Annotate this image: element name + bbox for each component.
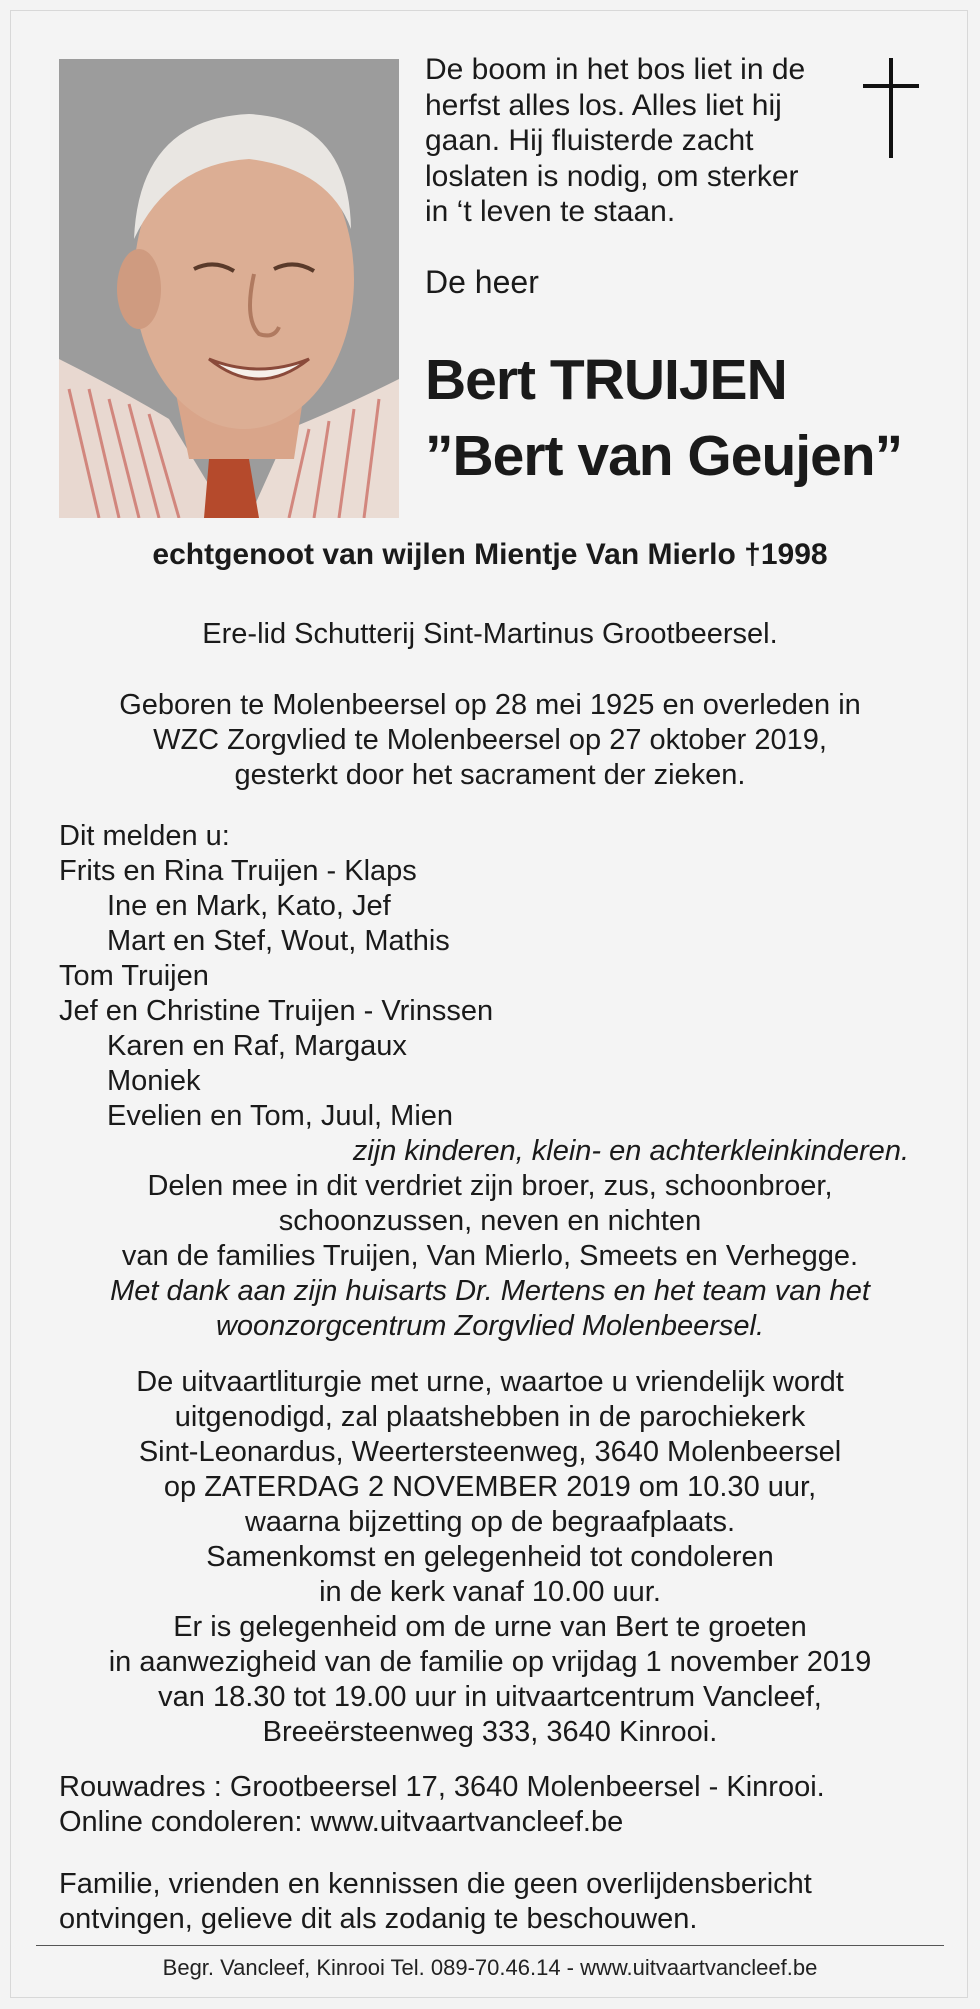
honor-text: Ere-lid Schutterij Sint-Martinus Grootbeersel. (202, 618, 778, 650)
family-member: Moniek (107, 1065, 201, 1097)
service-block (0, 1365, 980, 1750)
birth-line: gesterkt door het sacrament der zieken. (234, 759, 746, 791)
poem-line: loslaten is nodig, om sterker (425, 159, 799, 193)
cross-icon (863, 58, 919, 163)
address-block (59, 1770, 825, 1840)
poem-line: herfst alles los. Alles liet hij (425, 88, 782, 122)
honorific: De heer (425, 264, 539, 300)
portrait-photo (59, 59, 399, 518)
footer-divider (36, 1945, 944, 1946)
poem-line: in ‘t leven te staan. (425, 195, 676, 228)
notice-block (59, 1867, 812, 1937)
mourners-line: van de families Truijen, Van Mierlo, Smeets en Verhegge. (121, 1240, 859, 1272)
poem-line: gaan. Hij fluisterde zacht (425, 124, 754, 157)
thanks-line: Met dank aan zijn huisarts Dr. Mertens en het team van het (110, 1275, 870, 1307)
birth-line: WZC Zorgvlied te Molenbeersel op 27 oktober 2019, (153, 724, 827, 756)
service-line: in aanwezigheid van de familie op vrijdag 1 november 2019 (108, 1646, 872, 1678)
service-line: Breeërsteenweg 333, 3640 Kinrooi. (262, 1716, 718, 1748)
spouse-line: echtgenoot van wijlen Mientje Van Mierlo †1998 (152, 538, 828, 571)
birth-line: Geboren te Molenbeersel op 28 mei 1925 en overleden in (119, 689, 861, 721)
poem (425, 52, 845, 230)
birth-death-block (0, 688, 980, 793)
service-line: uitgenodigd, zal plaatshebben in de parochiekerk (174, 1401, 806, 1433)
honor-line (0, 617, 980, 652)
family-intro: Dit melden u: (59, 820, 230, 852)
poem-line: De boom in het bos liet in de (425, 53, 806, 86)
service-line: Sint-Leonardus, Weertersteenweg, 3640 Molenbeersel (138, 1436, 842, 1468)
family-list (59, 819, 939, 1169)
service-line: De uitvaartliturgie met urne, waartoe u vriendelijk wordt (136, 1366, 844, 1398)
service-line: Samenkomst en gelegenheid tot condoleren (206, 1541, 774, 1573)
notice-line: Familie, vrienden en kennissen die geen overlijdensbericht (59, 1868, 812, 1900)
family-member: Ine en Mark, Kato, Jef (107, 890, 391, 922)
service-line: van 18.30 tot 19.00 uur in uitvaartcentrum Vancleef, (158, 1681, 822, 1713)
thanks-block (0, 1274, 980, 1344)
deceased-name (425, 342, 945, 494)
service-line: waarna bijzetting op de begraafplaats. (244, 1506, 736, 1538)
service-line: Er is gelegenheid om de urne van Bert te groeten (173, 1611, 807, 1643)
notice-line: ontvingen, gelieve dit als zodanig te beschouwen. (59, 1903, 698, 1935)
family-member: Evelien en Tom, Juul, Mien (107, 1100, 454, 1132)
family-member: Karen en Raf, Margaux (107, 1030, 407, 1062)
service-line: op ZATERDAG 2 NOVEMBER 2019 om 10.30 uur, (163, 1471, 817, 1503)
thanks-line: woonzorgcentrum Zorgvlied Molenbeersel. (215, 1310, 765, 1342)
mourners-line: schoonzussen, neven en nichten (278, 1205, 702, 1237)
family-member: Jef en Christine Truijen - Vrinssen (59, 995, 494, 1027)
mourning-address: Rouwadres : Grootbeersel 17, 3640 Molenbeersel - Kinrooi. (59, 1771, 825, 1803)
service-line: in de kerk vanaf 10.00 uur. (319, 1576, 661, 1608)
family-member: Mart en Stef, Wout, Mathis (107, 925, 450, 957)
nickname: ”Bert van Geujen” (425, 424, 903, 488)
footer-credit: Begr. Vancleef, Kinrooi Tel. 089-70.46.14 - www.uitvaartvancleef.be (162, 1955, 818, 1980)
family-relation: zijn kinderen, klein- en achterkleinkinderen. (352, 1135, 909, 1167)
full-name: Bert TRUIJEN (425, 348, 787, 412)
mourners-block (0, 1169, 980, 1274)
mourners-line: Delen mee in dit verdriet zijn broer, zus, schoonbroer, (147, 1170, 833, 1202)
family-member: Tom Truijen (59, 960, 209, 992)
online-condolence: Online condoleren: www.uitvaartvancleef.be (59, 1806, 624, 1838)
family-member: Frits en Rina Truijen - Klaps (59, 855, 417, 887)
